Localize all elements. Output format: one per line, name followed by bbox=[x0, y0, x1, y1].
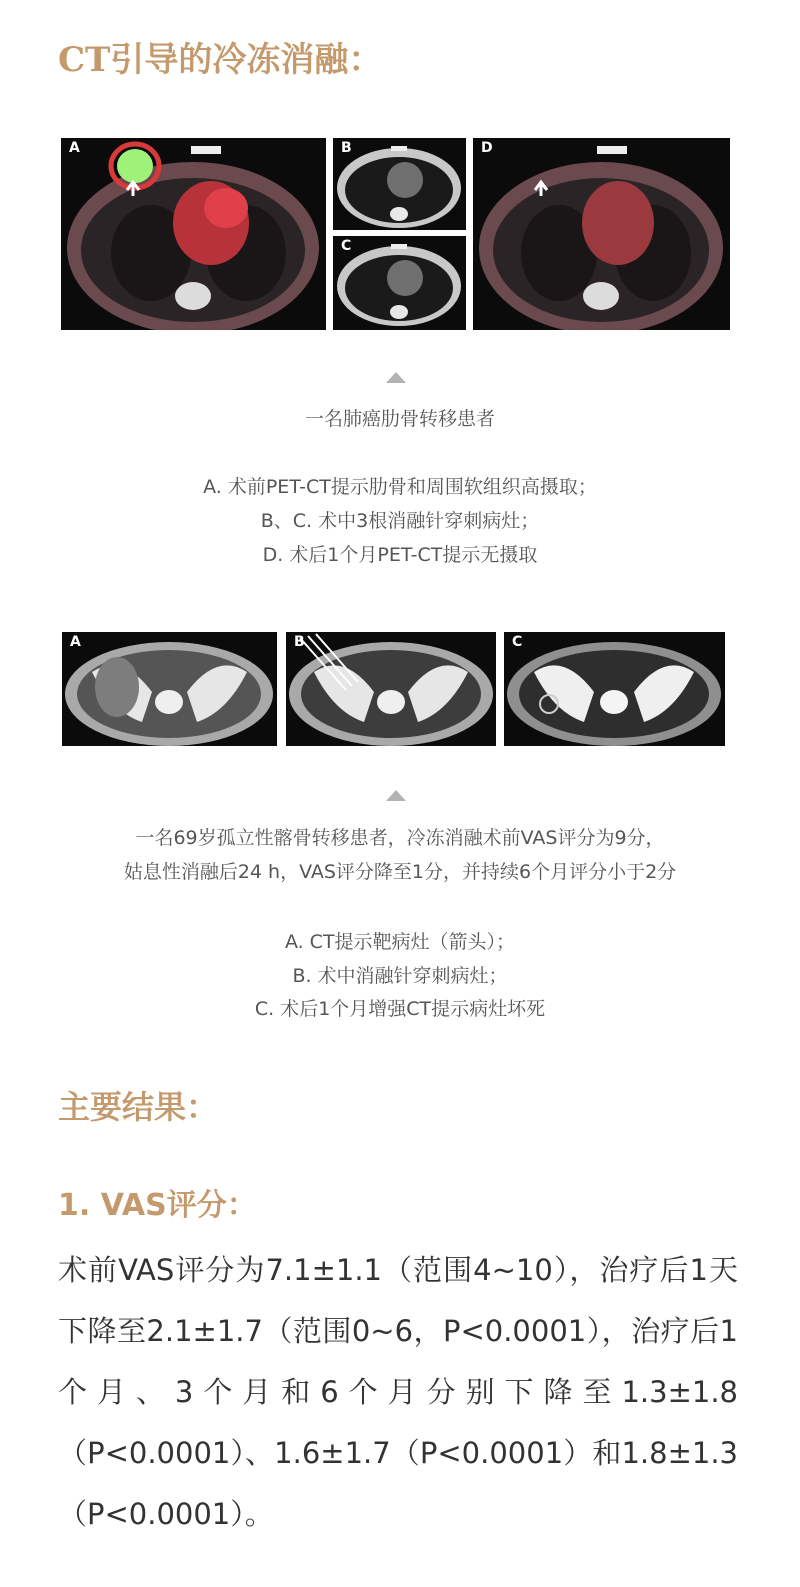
figure2-caption-intro: 一名69岁孤立性髂骨转移患者，冷冻消融术前VAS评分为9分， bbox=[135, 827, 665, 849]
pet-ct-image bbox=[473, 138, 730, 330]
scan-panel-a bbox=[61, 138, 326, 330]
scan-panel-b bbox=[286, 632, 496, 746]
panel-label: A bbox=[70, 634, 81, 650]
figure1-caption-line: B、C. 术中3根消融针穿刺病灶； bbox=[260, 510, 540, 532]
scan-panel-d bbox=[473, 138, 730, 330]
caption-marker-icon bbox=[386, 790, 406, 801]
section-title-ct-cryoablation: CT引导的冷冻消融： bbox=[58, 40, 383, 80]
scan-panel-b bbox=[333, 138, 466, 230]
panel-label: A bbox=[69, 140, 80, 156]
scan-panel-a bbox=[62, 632, 277, 746]
vas-results-paragraph: 术前VAS评分为7.1±1.1（范围4~10），治疗后1天下降至2.1±1.7（范围0~6，P<0.0001），治疗后1个月、3个月和6个月分别下降至1.3±1.8（P<0.0001）、1.6±1.7（P<0.0001）和1.8±1.3（P<0.0001）。 bbox=[58, 1253, 738, 1531]
caption-marker-icon bbox=[386, 372, 406, 383]
figure2-caption-line: A. CT提示靶病灶（箭头）； bbox=[284, 931, 516, 953]
scan-panel-c bbox=[504, 632, 725, 746]
ct-image bbox=[286, 632, 496, 746]
panel-label: B bbox=[341, 140, 352, 156]
ct-image bbox=[504, 632, 725, 746]
figure2-caption-line: B. 术中消融针穿刺病灶； bbox=[292, 965, 508, 987]
panel-label: C bbox=[512, 634, 523, 650]
ct-image bbox=[333, 236, 466, 330]
figure2-caption-intro: 姑息性消融后24 h，VAS评分降至1分，并持续6个月评分小于2分 bbox=[123, 861, 677, 883]
ct-image bbox=[333, 138, 466, 230]
section-title-main-results: 主要结果： bbox=[58, 1088, 219, 1126]
figure1-caption-line: A. 术前PET-CT提示肋骨和周围软组织高摄取； bbox=[203, 476, 597, 498]
pet-ct-image bbox=[61, 138, 326, 330]
panel-label: D bbox=[481, 140, 493, 156]
figure1-caption-title: 一名肺癌肋骨转移患者 bbox=[304, 408, 495, 430]
panel-label: B bbox=[294, 634, 305, 650]
figure2-caption-line: C. 术后1个月增强CT提示病灶坏死 bbox=[254, 998, 546, 1020]
ct-image bbox=[62, 632, 277, 746]
subsection-title-vas: 1. VAS评分： bbox=[58, 1188, 257, 1223]
scan-panel-c bbox=[333, 236, 466, 330]
figure1-caption-line: D. 术后1个月PET-CT提示无摄取 bbox=[262, 544, 538, 566]
panel-label: C bbox=[341, 238, 352, 254]
